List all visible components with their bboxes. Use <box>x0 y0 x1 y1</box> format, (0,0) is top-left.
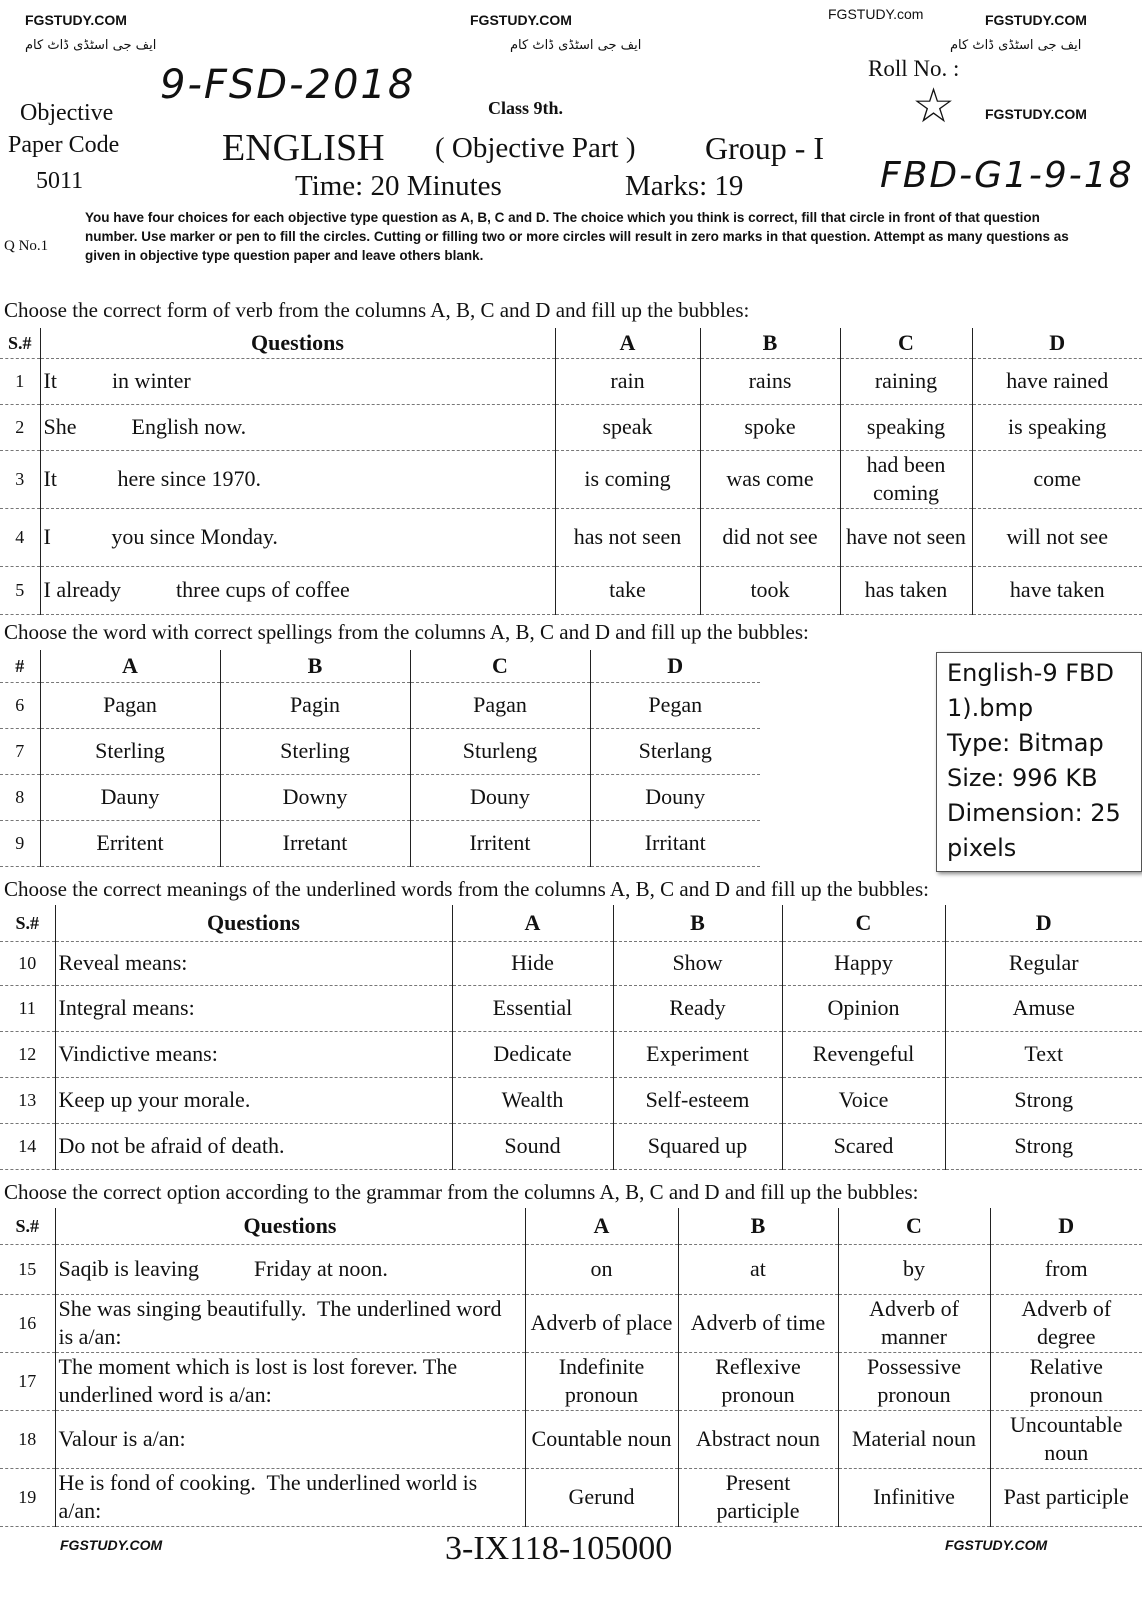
question-number: 19 <box>0 1468 55 1526</box>
column-header: B <box>220 650 410 682</box>
watermark: FGSTUDY.COM <box>60 1537 163 1553</box>
option-B: Present participle <box>678 1468 838 1526</box>
option-C: Material noun <box>838 1410 990 1468</box>
option-C: raining <box>840 358 972 404</box>
option-B: did not see <box>700 508 840 566</box>
option-A: Essential <box>452 985 613 1031</box>
question-text: He is fond of cooking. The underlined world is a/an: <box>55 1468 525 1526</box>
option-B: at <box>678 1244 838 1294</box>
question-number: 8 <box>0 774 40 820</box>
table-row <box>0 1077 1142 1123</box>
option-A: rain <box>555 358 700 404</box>
option-A: Dauny <box>40 774 220 820</box>
option-B: Show <box>613 941 782 985</box>
urdu-site-name: ایف جی اسٹڈی ڈاٹ کام <box>25 38 157 53</box>
option-A: Hide <box>452 941 613 985</box>
table-header-row <box>0 650 760 682</box>
option-D: have taken <box>972 566 1142 614</box>
question-text: It in winter <box>40 358 555 404</box>
question-number: 15 <box>0 1244 55 1294</box>
paper-code-label: Paper Code <box>8 132 120 158</box>
option-C: Scared <box>782 1123 945 1169</box>
option-D: from <box>990 1244 1142 1294</box>
option-B: spoke <box>700 404 840 450</box>
option-A: on <box>525 1244 678 1294</box>
option-D: will not see <box>972 508 1142 566</box>
roll-no-label: Roll No. : <box>868 56 960 81</box>
column-header: S.# <box>0 1208 55 1244</box>
option-B: rains <box>700 358 840 404</box>
option-B: Self-esteem <box>613 1077 782 1123</box>
question-number: 6 <box>0 682 40 728</box>
table-row <box>0 1410 1142 1468</box>
objective-label: Objective <box>20 100 114 126</box>
option-B: Experiment <box>613 1031 782 1077</box>
question-text: I you since Monday. <box>40 508 555 566</box>
question-number: 11 <box>0 985 55 1031</box>
tooltip-line: English-9 FBD <box>947 659 1114 687</box>
question-number: 17 <box>0 1352 55 1410</box>
subject-title: ENGLISH <box>222 127 385 169</box>
option-C: has taken <box>840 566 972 614</box>
column-header: D <box>972 328 1142 358</box>
table-row <box>0 985 1142 1031</box>
question-text: Saqib is leaving Friday at noon. <box>55 1244 525 1294</box>
option-D: Regular <box>945 941 1142 985</box>
column-header: C <box>782 905 945 941</box>
watermark: FGSTUDY.com <box>828 6 924 22</box>
urdu-site-name: ایف جی اسٹڈی ڈاٹ کام <box>510 38 642 53</box>
option-C: Douny <box>410 774 590 820</box>
option-C: Sturleng <box>410 728 590 774</box>
group-label: Group - I <box>705 130 825 166</box>
column-header: C <box>410 650 590 682</box>
section-heading: Choose the word with correct spellings from the columns A, B, C and D and fill up the bubbles: <box>4 620 809 644</box>
option-D: Amuse <box>945 985 1142 1031</box>
handwritten-reference: FBD-G1-9-18 <box>880 155 1134 196</box>
question-number: 14 <box>0 1123 55 1169</box>
column-header: A <box>40 650 220 682</box>
watermark: FGSTUDY.COM <box>25 12 127 28</box>
question-number: 12 <box>0 1031 55 1077</box>
question-text: Keep up your morale. <box>55 1077 452 1123</box>
table-row <box>0 941 1142 985</box>
option-D: Adverb of degree <box>990 1294 1142 1352</box>
question-table <box>0 1208 1142 1527</box>
option-B: Sterling <box>220 728 410 774</box>
question-number: 1 <box>0 358 40 404</box>
question-number: 4 <box>0 508 40 566</box>
column-header: C <box>840 328 972 358</box>
option-A: is coming <box>555 450 700 508</box>
table-row <box>0 774 760 820</box>
option-D: is speaking <box>972 404 1142 450</box>
watermark: FGSTUDY.COM <box>945 1537 1048 1553</box>
option-C: Possessive pronoun <box>838 1352 990 1410</box>
question-table <box>0 905 1142 1170</box>
option-D: Past participle <box>990 1468 1142 1526</box>
question-text: She was singing beautifully. The underlined word is a/an: <box>55 1294 525 1352</box>
question-text: It here since 1970. <box>40 450 555 508</box>
instructions: You have four choices for each objective type question as A, B, C and D. The choice which you think is correct, fill that circle in front of that question number. Use marker or pen to fill the circles. Cutting or filling two or more circles will result in zero marks in that question. Attempt as many questions as given in objective type question paper and leave others blank. <box>85 210 1069 263</box>
table-row <box>0 1031 1142 1077</box>
table-row <box>0 820 760 866</box>
option-C: speaking <box>840 404 972 450</box>
option-B: was come <box>700 450 840 508</box>
class-label: Class 9th. <box>488 98 564 118</box>
tooltip-line: 1).bmp <box>947 694 1034 722</box>
option-C: Pagan <box>410 682 590 728</box>
option-A: Indefinite pronoun <box>525 1352 678 1410</box>
column-header: C <box>838 1208 990 1244</box>
option-B: Irretant <box>220 820 410 866</box>
watermark: FGSTUDY.COM <box>985 12 1087 28</box>
question-number: 13 <box>0 1077 55 1123</box>
table-row <box>0 450 1142 508</box>
column-header: S.# <box>0 328 40 358</box>
option-C: have not seen <box>840 508 972 566</box>
option-B: Abstract noun <box>678 1410 838 1468</box>
question-number: 16 <box>0 1294 55 1352</box>
option-C: by <box>838 1244 990 1294</box>
option-D: come <box>972 450 1142 508</box>
table-row <box>0 508 1142 566</box>
table-row <box>0 728 760 774</box>
option-A: Wealth <box>452 1077 613 1123</box>
column-header: D <box>590 650 760 682</box>
table-row <box>0 682 760 728</box>
option-A: Gerund <box>525 1468 678 1526</box>
option-B: Adverb of time <box>678 1294 838 1352</box>
watermark: FGSTUDY.COM <box>985 106 1087 122</box>
option-C: Infinitive <box>838 1468 990 1526</box>
question-number: Q No.1 <box>4 238 49 254</box>
paper-code: 5011 <box>36 168 84 194</box>
option-C: Revengeful <box>782 1031 945 1077</box>
option-B: Squared up <box>613 1123 782 1169</box>
tooltip-line: pixels <box>947 834 1017 862</box>
option-B: Ready <box>613 985 782 1031</box>
column-header: # <box>0 650 40 682</box>
option-D: Text <box>945 1031 1142 1077</box>
question-number: 10 <box>0 941 55 985</box>
table-row <box>0 358 1142 404</box>
option-A: has not seen <box>555 508 700 566</box>
question-text: She English now. <box>40 404 555 450</box>
option-C: Voice <box>782 1077 945 1123</box>
option-A: take <box>555 566 700 614</box>
column-header: B <box>700 328 840 358</box>
column-header: Questions <box>40 328 555 358</box>
column-header: A <box>452 905 613 941</box>
column-header: D <box>945 905 1142 941</box>
table-header-row <box>0 328 1142 358</box>
tooltip-size: Size: 996 KB <box>947 764 1098 792</box>
option-C: Adverb of manner <box>838 1294 990 1352</box>
option-A: speak <box>555 404 700 450</box>
question-table <box>0 650 760 867</box>
table-header-row <box>0 905 1142 941</box>
column-header: A <box>555 328 700 358</box>
table-row <box>0 1123 1142 1169</box>
option-C: Opinion <box>782 985 945 1031</box>
option-B: took <box>700 566 840 614</box>
question-text: Vindictive means: <box>55 1031 452 1077</box>
option-A: Erritent <box>40 820 220 866</box>
option-D: Douny <box>590 774 760 820</box>
option-B: Pagin <box>220 682 410 728</box>
marks-label: Marks: 19 <box>625 170 744 202</box>
tooltip-dimension: Dimension: 25 <box>947 799 1121 827</box>
option-D: Pegan <box>590 682 760 728</box>
column-header: Questions <box>55 1208 525 1244</box>
question-number: 18 <box>0 1410 55 1468</box>
question-text: The moment which is lost is lost forever. The underlined word is a/an: <box>55 1352 525 1410</box>
urdu-site-name: ایف جی اسٹڈی ڈاٹ کام <box>950 38 1082 53</box>
column-header: B <box>678 1208 838 1244</box>
table-row <box>0 1352 1142 1410</box>
question-number: 3 <box>0 450 40 508</box>
time-label: Time: 20 Minutes <box>295 170 502 202</box>
column-header: B <box>613 905 782 941</box>
option-D: Relative pronoun <box>990 1352 1142 1410</box>
option-D: Irritant <box>590 820 760 866</box>
question-number: 9 <box>0 820 40 866</box>
table-header-row <box>0 1208 1142 1244</box>
option-C: Happy <box>782 941 945 985</box>
question-text: I already three cups of coffee <box>40 566 555 614</box>
table-row <box>0 1468 1142 1526</box>
option-A: Adverb of place <box>525 1294 678 1352</box>
table-row <box>0 566 1142 614</box>
question-text: Do not be afraid of death. <box>55 1123 452 1169</box>
option-B: Reflexive pronoun <box>678 1352 838 1410</box>
question-number: 7 <box>0 728 40 774</box>
section-heading: Choose the correct form of verb from the columns A, B, C and D and fill up the bubbles: <box>4 298 750 322</box>
section-heading: Choose the correct meanings of the underlined words from the columns A, B, C and D and fill up the bubbles: <box>4 877 929 901</box>
option-D: Strong <box>945 1077 1142 1123</box>
handwritten-code: 9-FSD-2018 <box>160 62 416 108</box>
column-header: Questions <box>55 905 452 941</box>
tooltip-type: Type: Bitmap <box>947 729 1104 757</box>
option-D: have rained <box>972 358 1142 404</box>
option-A: Dedicate <box>452 1031 613 1077</box>
option-C: had been coming <box>840 450 972 508</box>
column-header: S.# <box>0 905 55 941</box>
question-text: Valour is a/an: <box>55 1410 525 1468</box>
question-number: 5 <box>0 566 40 614</box>
question-table <box>0 328 1142 615</box>
table-row <box>0 1294 1142 1352</box>
option-D: Uncountable noun <box>990 1410 1142 1468</box>
paper-serial-code: 3-IX118-105000 <box>445 1530 673 1567</box>
column-header: D <box>990 1208 1142 1244</box>
option-B: Downy <box>220 774 410 820</box>
column-header: A <box>525 1208 678 1244</box>
question-text: Reveal means: <box>55 941 452 985</box>
question-number: 2 <box>0 404 40 450</box>
table-row <box>0 404 1142 450</box>
question-text: Integral means: <box>55 985 452 1031</box>
option-A: Countable noun <box>525 1410 678 1468</box>
option-A: Pagan <box>40 682 220 728</box>
option-C: Irritent <box>410 820 590 866</box>
option-D: Sterlang <box>590 728 760 774</box>
option-A: Sterling <box>40 728 220 774</box>
part-label: ( Objective Part ) <box>435 132 636 164</box>
table-row <box>0 1244 1142 1294</box>
file-info-tooltip <box>936 652 1142 872</box>
watermark: FGSTUDY.COM <box>470 12 572 28</box>
star-icon: ☆ <box>912 80 956 133</box>
option-A: Sound <box>452 1123 613 1169</box>
option-D: Strong <box>945 1123 1142 1169</box>
section-heading: Choose the correct option according to the grammar from the columns A, B, C and D and fill up the bubbles: <box>4 1180 919 1204</box>
